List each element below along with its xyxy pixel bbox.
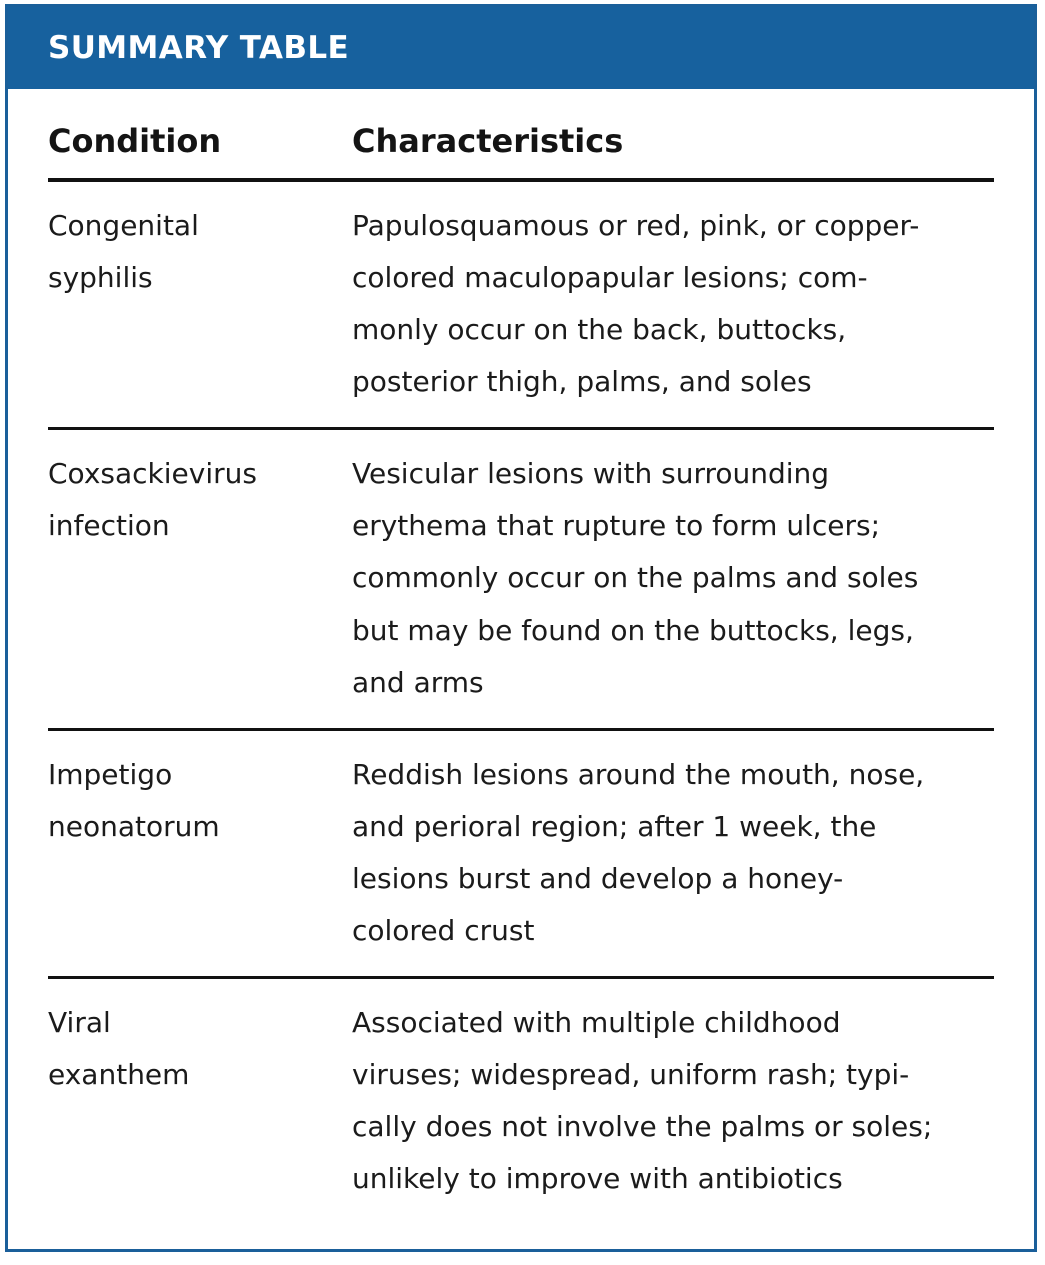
table-header-row-group (48, 89, 994, 180)
cell-condition (48, 978, 348, 1225)
summary-table-card (5, 4, 1037, 1252)
column-header-characteristics: Characteristics (348, 89, 994, 180)
characteristics-line: commonly occur on the palms and soles (352, 561, 919, 595)
condition-line: infection (48, 509, 170, 543)
summary-table (48, 89, 994, 1224)
characteristics-line: but may be found on the buttocks, legs, (352, 613, 914, 647)
characteristics-line: Vesicular lesions with surrounding (352, 457, 830, 491)
characteristics-line: Papulosquamous or red, pink, or copper- (352, 209, 920, 242)
condition-line: Impetigo (48, 757, 173, 791)
condition-line: Congenital (48, 209, 199, 242)
condition-line: syphilis (48, 261, 153, 295)
characteristics-line: colored crust (352, 913, 535, 947)
cell-condition (48, 180, 348, 429)
condition-line: neonatorum (48, 809, 220, 843)
characteristics-line: unlikely to improve with antibiotics (352, 1162, 843, 1196)
condition-line: Viral (48, 1006, 111, 1040)
card-body (8, 89, 1034, 1224)
characteristics-line: and arms (352, 665, 484, 699)
cell-characteristics (348, 429, 994, 729)
characteristics-line: monly occur on the back, buttocks, (352, 313, 847, 347)
characteristics-line: and perioral region; after 1 week, the (352, 809, 877, 843)
table-row (48, 978, 994, 1225)
condition-line: exanthem (48, 1058, 190, 1092)
characteristics-line: cally does not involve the palms or soles; (352, 1110, 933, 1144)
card-header-title: SUMMARY TABLE (48, 30, 350, 66)
table-row (48, 429, 994, 729)
card-header (8, 7, 1034, 89)
table-header-row (48, 89, 994, 180)
characteristics-line: viruses; widespread, uniform rash; typi- (352, 1058, 910, 1092)
characteristics-line: colored maculopapular lesions; com- (352, 261, 868, 295)
cell-characteristics (348, 180, 994, 429)
table-row (48, 180, 994, 429)
cell-condition (48, 429, 348, 729)
characteristics-line: Associated with multiple childhood (352, 1006, 841, 1040)
characteristics-line: Reddish lesions around the mouth, nose, (352, 757, 925, 791)
condition-line: Coxsackievirus (48, 457, 257, 491)
column-header-condition: Condition (48, 89, 348, 180)
characteristics-line: posterior thigh, palms, and soles (352, 365, 812, 399)
cell-characteristics (348, 978, 994, 1225)
table-row (48, 729, 994, 977)
cell-condition (48, 729, 348, 977)
table-body (48, 180, 994, 1224)
characteristics-line: lesions burst and develop a honey- (352, 861, 844, 895)
characteristics-line: erythema that rupture to form ulcers; (352, 509, 881, 543)
cell-characteristics (348, 729, 994, 977)
